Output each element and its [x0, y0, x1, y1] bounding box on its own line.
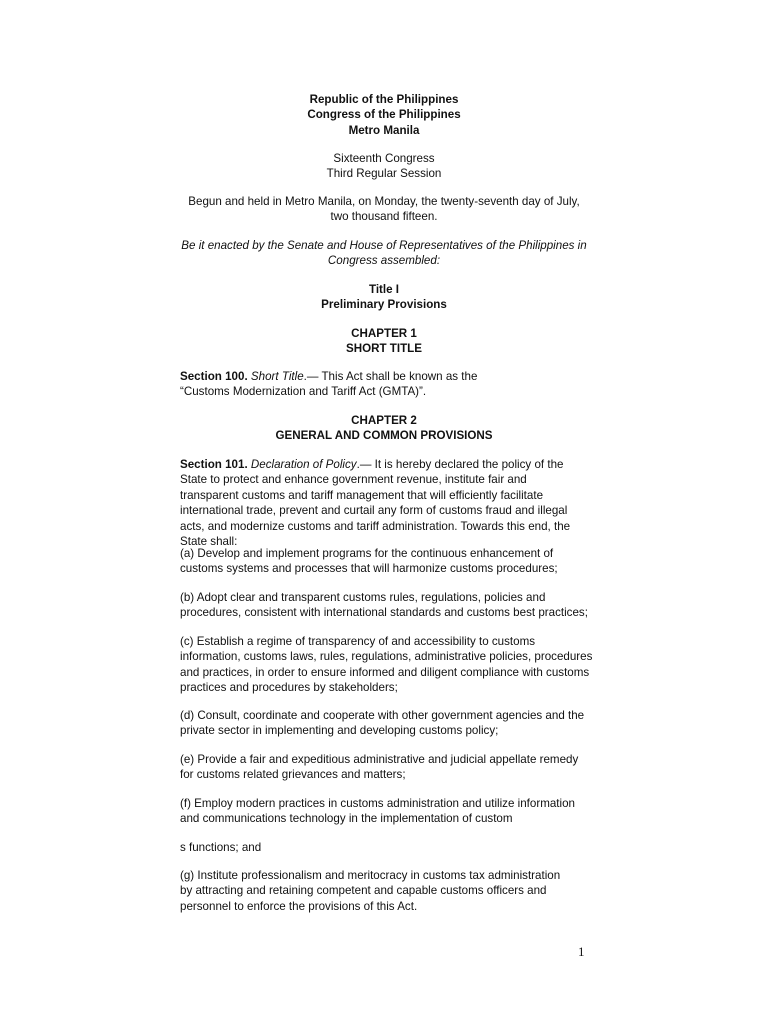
- chapter-1-name: SHORT TITLE: [346, 342, 422, 356]
- enacting-clause: Be it enacted by the Senate and House of Representatives of the Philippines in Congress assembled:: [181, 239, 587, 268]
- chapter-2-name: GENERAL AND COMMON PROVISIONS: [275, 429, 493, 443]
- regular-session: Third Regular Session: [326, 167, 442, 181]
- header-line-location: Metro Manila: [348, 123, 420, 137]
- chapter-2-heading: [180, 413, 588, 444]
- section-101-text: .— It is hereby declared the policy of the State to protect and enhance government revenue, institute fair and transparent customs and tariff management that will efficiently facilitate international trade, prevent and curtail any form of customs fraud and illegal acts, and modernize customs and tariff administration. Towards this end, the State shall:: [180, 458, 571, 549]
- section-100-label: Section 100.: [180, 370, 248, 383]
- title-name: Preliminary Provisions: [321, 298, 447, 312]
- section-100-heading: Short Title: [250, 370, 304, 383]
- section-101-heading: Declaration of Policy: [250, 458, 357, 471]
- policy-item-g: (g) Institute professionalism and meritocracy in customs tax administration by attracting and retaining competent and capable customs officers and personnel to enforce the provisions of this Act.: [180, 869, 561, 913]
- policy-item-b: (b) Adopt clear and transparent customs rules, regulations, policies and procedures, consistent with international standards and customs best practices;: [180, 591, 588, 620]
- title-number: Title I: [368, 283, 400, 296]
- page-number: 1: [578, 944, 585, 959]
- policy-item-a: (a) Develop and implement programs for the continuous enhancement of customs systems and processes that will harmonize customs procedures;: [180, 547, 558, 576]
- policy-item-f: (f) Employ modern practices in customs administration and utilize information and communications technology in the implementation of custom: [180, 797, 575, 826]
- section-100-text: .— This Act shall be known as the “Customs Modernization and Tariff Act (GMTA)”.: [180, 370, 478, 399]
- policy-item-e: (e) Provide a fair and expeditious administrative and judicial appellate remedy for customs related grievances and matters;: [180, 753, 579, 782]
- session-block: [180, 151, 588, 182]
- section-101: [180, 457, 585, 549]
- section-101-label: Section 101.: [180, 458, 248, 471]
- chapter-2-number: CHAPTER 2: [351, 414, 417, 427]
- section-100: [180, 369, 530, 400]
- chapter-1-heading: [180, 326, 588, 357]
- issuer-header: [180, 92, 588, 138]
- policy-item-c: (c) Establish a regime of transparency of and accessibility to customs information, customs laws, rules, regulations, administrative policies, procedures and practices, in order to ensure informed and diligent compliance with customs practices and procedures by stakeholders;: [180, 635, 593, 695]
- header-line-republic: Republic of the Philippines: [309, 93, 459, 106]
- policy-item-d: (d) Consult, coordinate and cooperate with other government agencies and the private sector in implementing and developing customs policy;: [180, 709, 585, 738]
- begun-statement: Begun and held in Metro Manila, on Monday, the twenty-seventh day of July, two thousand fifteen.: [188, 195, 580, 224]
- header-line-congress: Congress of the Philippines: [307, 108, 461, 122]
- policy-item-f-continued: s functions; and: [180, 841, 262, 854]
- chapter-1-number: CHAPTER 1: [351, 327, 417, 340]
- title-heading: [180, 282, 588, 313]
- congress-number: Sixteenth Congress: [333, 152, 435, 165]
